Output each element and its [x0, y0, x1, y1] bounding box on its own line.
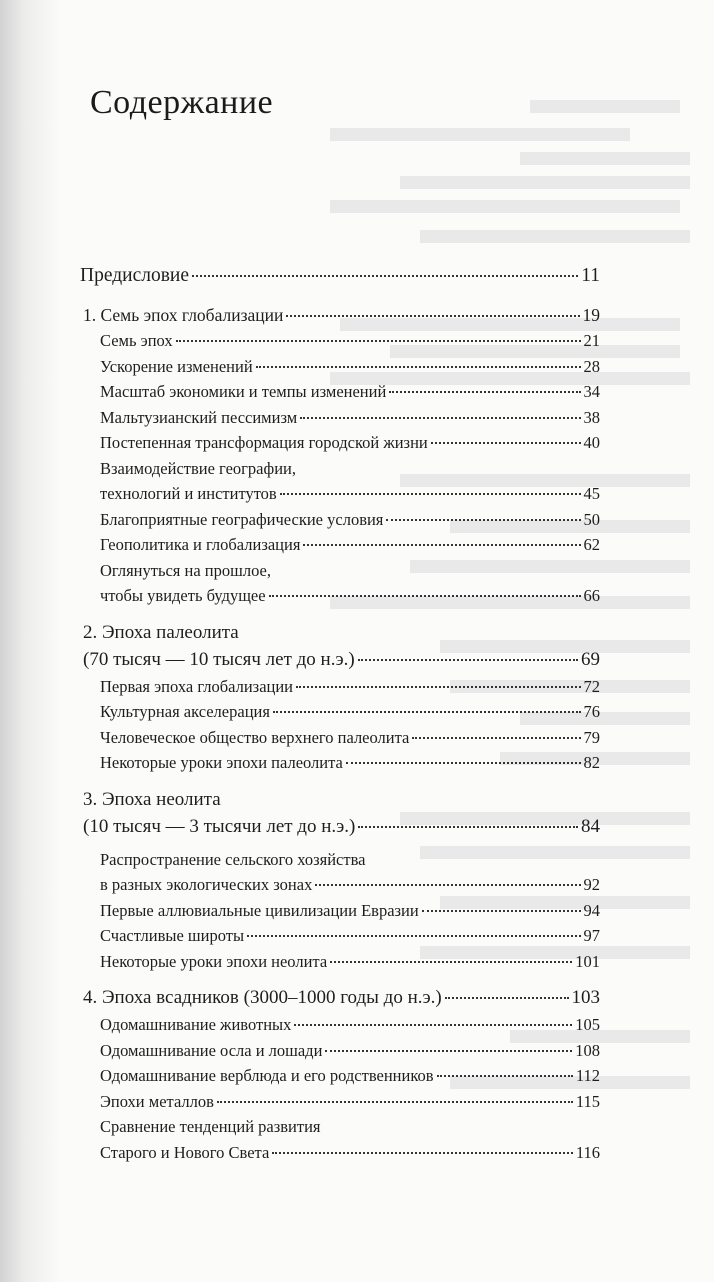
section-title: Масштаб экономики и темпы изменений [100, 382, 387, 401]
toc-section [80, 898, 600, 924]
toc-section [80, 583, 600, 609]
dot-leader [247, 935, 580, 937]
dot-leader [330, 961, 572, 963]
dot-leader [315, 884, 580, 886]
section-title-line1: Распространение сельского хозяйства [100, 849, 366, 869]
chapter-title-line1: 3. Эпоха неолита [83, 788, 221, 810]
section-title-line1: Сравнение тенденций развития [100, 1117, 321, 1136]
dot-leader [303, 544, 580, 546]
dot-leader [256, 366, 581, 368]
toc-page-number: 72 [583, 676, 600, 696]
toc-page-number: 40 [583, 433, 600, 452]
toc-section [80, 872, 600, 898]
toc-page-number: 34 [583, 382, 600, 401]
table-of-contents [80, 262, 600, 1165]
chapter-title-line2: (10 тысяч — 3 тысячи лет до н.э.) [83, 815, 356, 837]
chapter-title: 1. Семь эпох глобализации [83, 305, 284, 325]
dot-leader [346, 762, 581, 764]
section-title-line2: Старого и Нового Света [100, 1142, 270, 1162]
dot-leader [192, 275, 578, 277]
toc-section [80, 750, 600, 776]
toc-page-number: 79 [583, 727, 600, 747]
toc-page-number: 62 [583, 535, 600, 554]
toc-page-number: 112 [575, 1066, 600, 1085]
dot-leader [422, 910, 581, 912]
dot-leader [296, 686, 580, 688]
toc-section [80, 532, 600, 558]
section-title-line2: в разных экологических зонах [100, 875, 313, 894]
section-title: Благоприятные географические условия [100, 509, 384, 529]
section-title: Счастливые широты [100, 926, 245, 945]
section-title-line2: чтобы увидеть будущее [100, 586, 266, 605]
dot-leader [412, 737, 580, 739]
dot-leader [272, 1152, 573, 1154]
toc-chapter-2 [80, 646, 600, 674]
section-title: Некоторые уроки эпохи палеолита [100, 753, 343, 772]
toc-page-number: 11 [581, 265, 600, 286]
section-title: Первая эпоха глобализации [100, 676, 294, 696]
toc-page-number: 105 [575, 1015, 600, 1034]
section-title: Постепенная трансформация городской жизни [100, 433, 428, 452]
section-title: Геополитика и глобализация [100, 535, 301, 554]
dot-leader [280, 493, 581, 495]
dot-leader [431, 442, 581, 444]
toc-page-number: 84 [581, 815, 600, 837]
section-title: Мальтузианский пессимизм [100, 407, 298, 427]
dot-leader [217, 1101, 573, 1103]
toc-page-number: 101 [575, 951, 600, 971]
dot-leader [300, 417, 580, 419]
chapter-title-line2: (70 тысяч — 10 тысяч лет до н.э.) [83, 648, 355, 670]
toc-page-number: 103 [571, 987, 600, 1008]
dot-leader [358, 659, 578, 661]
toc-page-number: 19 [582, 305, 600, 325]
toc-section [80, 949, 600, 975]
toc-section [80, 379, 600, 405]
toc-entry-label: Предисловие [80, 265, 190, 286]
dot-leader [176, 340, 581, 342]
section-title: Культурная акселерация [100, 702, 270, 721]
section-title: Одомашнивание верблюда и его родственников [100, 1066, 434, 1085]
dot-leader [389, 391, 580, 393]
toc-page-number: 69 [581, 648, 600, 670]
toc-section [80, 699, 600, 725]
toc-page-number: 38 [583, 407, 600, 427]
toc-page-number: 97 [583, 926, 600, 945]
toc-page-number: 82 [583, 753, 600, 772]
page-edge-shadow [0, 0, 60, 1282]
toc-page-number: 108 [575, 1040, 600, 1060]
section-title-line2: технологий и институтов [100, 484, 277, 503]
toc-page-number: 92 [583, 875, 600, 894]
toc-page-number: 115 [575, 1091, 600, 1111]
toc-chapter-3 [80, 813, 600, 841]
toc-section [80, 354, 600, 380]
dot-leader [437, 1075, 573, 1077]
toc-section [80, 430, 600, 456]
dot-leader [445, 997, 569, 999]
dot-leader [269, 595, 581, 597]
chapter-title: 4. Эпоха всадников (3000–1000 годы до н.э.) [83, 987, 442, 1008]
toc-section [80, 923, 600, 949]
page-title: Содержание [90, 84, 274, 121]
section-title: Ускорение изменений [100, 356, 253, 376]
toc-page-number: 76 [583, 702, 600, 721]
toc-section [80, 1140, 600, 1166]
toc-section [80, 481, 600, 507]
toc-page-number: 45 [583, 484, 600, 503]
dot-leader [386, 519, 580, 521]
section-title: Одомашнивание осла и лошади [100, 1040, 323, 1060]
section-title: Эпохи металлов [100, 1091, 214, 1111]
toc-page-number: 116 [575, 1142, 600, 1162]
toc-page-number: 21 [583, 331, 600, 350]
dot-leader [358, 826, 578, 828]
toc-section [80, 674, 600, 700]
toc-section [80, 507, 600, 533]
chapter-title-line1: 2. Эпоха палеолита [83, 621, 239, 643]
toc-section [80, 1089, 600, 1115]
section-title: Человеческое общество верхнего палеолита [100, 727, 410, 747]
toc-preface [80, 262, 600, 290]
dot-leader [286, 315, 579, 317]
toc-page-number: 94 [583, 900, 600, 920]
toc-section [80, 1038, 600, 1064]
toc-section [80, 1012, 600, 1038]
section-title: Некоторые уроки эпохи неолита [100, 951, 328, 971]
toc-section [80, 405, 600, 431]
toc-page-number: 50 [583, 509, 600, 529]
dot-leader [273, 711, 581, 713]
toc-page-number: 66 [583, 586, 600, 605]
section-title-line1: Оглянуться на прошлое, [100, 560, 271, 580]
section-title-line1: Взаимодействие географии, [100, 458, 296, 478]
section-title: Одомашнивание животных [100, 1015, 292, 1034]
dot-leader [294, 1024, 572, 1026]
section-title: Первые аллювиальные цивилизации Евразии [100, 900, 419, 920]
toc-section [80, 725, 600, 751]
toc-chapter-4 [80, 984, 600, 1012]
toc-page-number: 28 [583, 356, 600, 376]
dot-leader [325, 1050, 572, 1052]
toc-section [80, 1063, 600, 1089]
section-title: Семь эпох [100, 331, 173, 350]
toc-section [80, 328, 600, 354]
toc-chapter-1 [80, 302, 600, 328]
